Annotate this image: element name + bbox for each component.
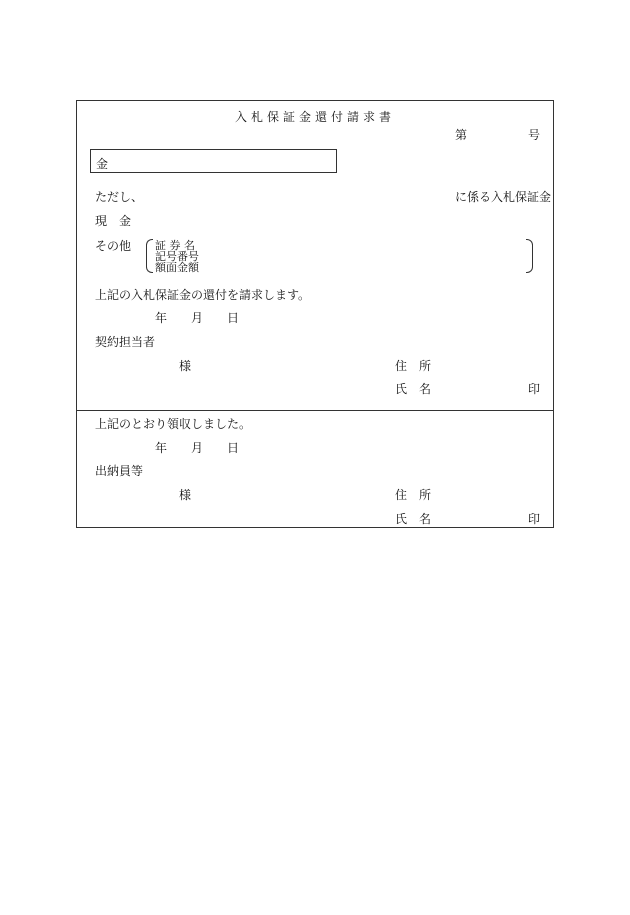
section-divider <box>77 410 553 411</box>
number-prefix: 第 <box>455 128 468 142</box>
seal1: 印 <box>528 382 541 396</box>
name-label1: 氏 名 <box>395 382 432 396</box>
cashier-label: 出納員等 <box>95 464 144 478</box>
amount-field[interactable] <box>90 149 337 173</box>
other-label: その他 <box>95 239 132 253</box>
relating-text: に係る入札保証金 <box>455 190 552 204</box>
refund-request-form <box>76 100 554 528</box>
address-label2: 住 所 <box>395 488 432 502</box>
date2-day: 日 <box>227 441 240 455</box>
honorific1: 様 <box>179 359 192 373</box>
address-label1: 住 所 <box>395 359 432 373</box>
request-statement: 上記の入札保証金の還付を請求します。 <box>95 288 311 302</box>
number-suffix: 号 <box>528 128 541 142</box>
date2-year: 年 <box>155 441 168 455</box>
honorific2: 様 <box>179 488 192 502</box>
receipt-statement: 上記のとおり領収しました。 <box>95 417 252 431</box>
left-bracket <box>146 239 153 273</box>
name-label2: 氏 名 <box>395 512 432 526</box>
securities-number-label: 記号番号 <box>155 250 199 263</box>
date1-month: 月 <box>191 311 204 325</box>
securities-name-label: 証 券 名 <box>155 239 195 252</box>
form-title: 入札保証金還付請求書 <box>234 110 395 124</box>
seal2: 印 <box>528 512 541 526</box>
however-text: ただし、 <box>95 190 144 204</box>
amount-label: 金 <box>96 157 109 171</box>
securities-face-value-label: 額面金額 <box>155 261 199 274</box>
date2-month: 月 <box>191 441 204 455</box>
date1-day: 日 <box>227 311 240 325</box>
contract-officer-label: 契約担当者 <box>95 335 156 349</box>
date1-year: 年 <box>155 311 168 325</box>
right-bracket <box>526 239 533 273</box>
cash-label: 現 金 <box>95 214 132 228</box>
